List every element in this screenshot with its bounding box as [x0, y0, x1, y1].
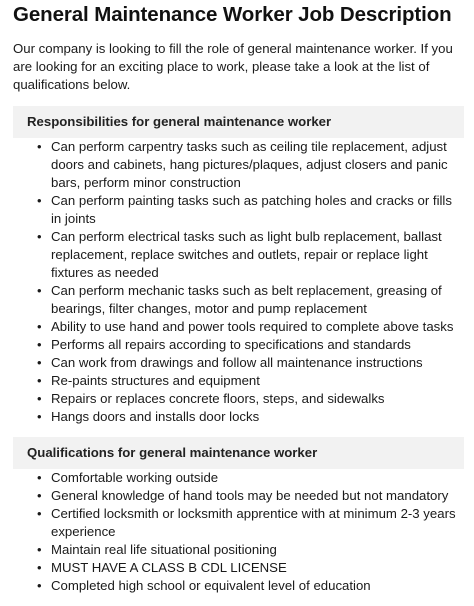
bullet-icon: •: [37, 337, 42, 352]
bullet-icon: •: [37, 193, 42, 208]
list-item: [37, 282, 464, 318]
list-item-text: Certified locksmith or locksmith apprentice with at minimum 2-3 years experience: [51, 506, 456, 539]
intro-paragraph: Our company is looking to fill the role of general maintenance worker. If you are looking for an exciting place to work, please take a look at the list of qualifications below.: [13, 41, 453, 92]
list-item-text: Comfortable working outside: [51, 470, 219, 485]
bullet-icon: •: [37, 229, 42, 244]
list-item: [37, 138, 464, 192]
bullet-icon: •: [37, 391, 42, 406]
bullet-icon: •: [37, 319, 42, 334]
list-item: [37, 505, 464, 541]
list-item-text: Performs all repairs according to specifications and standards: [51, 337, 411, 352]
list-item: [37, 372, 464, 390]
list-item-text: Hangs doors and installs door locks: [51, 409, 260, 424]
list-item: [37, 577, 464, 595]
bullet-icon: •: [37, 560, 42, 575]
list-item: [37, 192, 464, 228]
responsibilities-list: [13, 138, 464, 426]
list-item-text: Can perform mechanic tasks such as belt replacement, greasing of bearings, filter changes, motor and pump replacement: [51, 283, 442, 316]
responsibilities-heading: Responsibilities for general maintenance worker: [13, 106, 464, 138]
list-item: [37, 228, 464, 282]
bullet-icon: •: [37, 488, 42, 503]
list-item: [37, 354, 464, 372]
qualifications-list: [13, 469, 464, 595]
list-item-text: Maintain real life situational positioning: [51, 542, 277, 557]
bullet-icon: •: [37, 139, 42, 154]
bullet-icon: •: [37, 470, 42, 485]
qualifications-heading: Qualifications for general maintenance worker: [13, 437, 464, 469]
list-item: [37, 336, 464, 354]
bullet-icon: •: [37, 506, 42, 521]
list-item-text: General knowledge of hand tools may be needed but not mandatory: [51, 488, 449, 503]
list-item: [37, 541, 464, 559]
list-item: [37, 390, 464, 408]
list-item-text: MUST HAVE A CLASS B CDL LICENSE: [51, 560, 287, 575]
list-item: [37, 408, 464, 426]
page-title: General Maintenance Worker Job Description: [13, 3, 452, 26]
list-item: [37, 469, 464, 487]
list-item-text: Completed high school or equivalent level of education: [51, 578, 371, 593]
list-item-text: Re-paints structures and equipment: [51, 373, 260, 388]
list-item: [37, 318, 464, 336]
list-item: [37, 559, 464, 577]
bullet-icon: •: [37, 542, 42, 557]
bullet-icon: •: [37, 409, 42, 424]
bullet-icon: •: [37, 578, 42, 593]
list-item-text: Can perform painting tasks such as patching holes and cracks or fills in joints: [51, 193, 452, 226]
list-item-text: Repairs or replaces concrete floors, steps, and sidewalks: [51, 391, 385, 406]
bullet-icon: •: [37, 283, 42, 298]
bullet-icon: •: [37, 355, 42, 370]
list-item-text: Ability to use hand and power tools required to complete above tasks: [51, 319, 454, 334]
list-item: [37, 487, 464, 505]
list-item-text: Can work from drawings and follow all maintenance instructions: [51, 355, 423, 370]
bullet-icon: •: [37, 373, 42, 388]
list-item-text: Can perform carpentry tasks such as ceiling tile replacement, adjust doors and cabinets, hang pictures/plaques, adjust closers and panic bars, perform minor construction: [51, 139, 448, 190]
list-item-text: Can perform electrical tasks such as light bulb replacement, ballast replacement, replace switches and outlets, repair or replace light fixtures as needed: [51, 229, 442, 280]
